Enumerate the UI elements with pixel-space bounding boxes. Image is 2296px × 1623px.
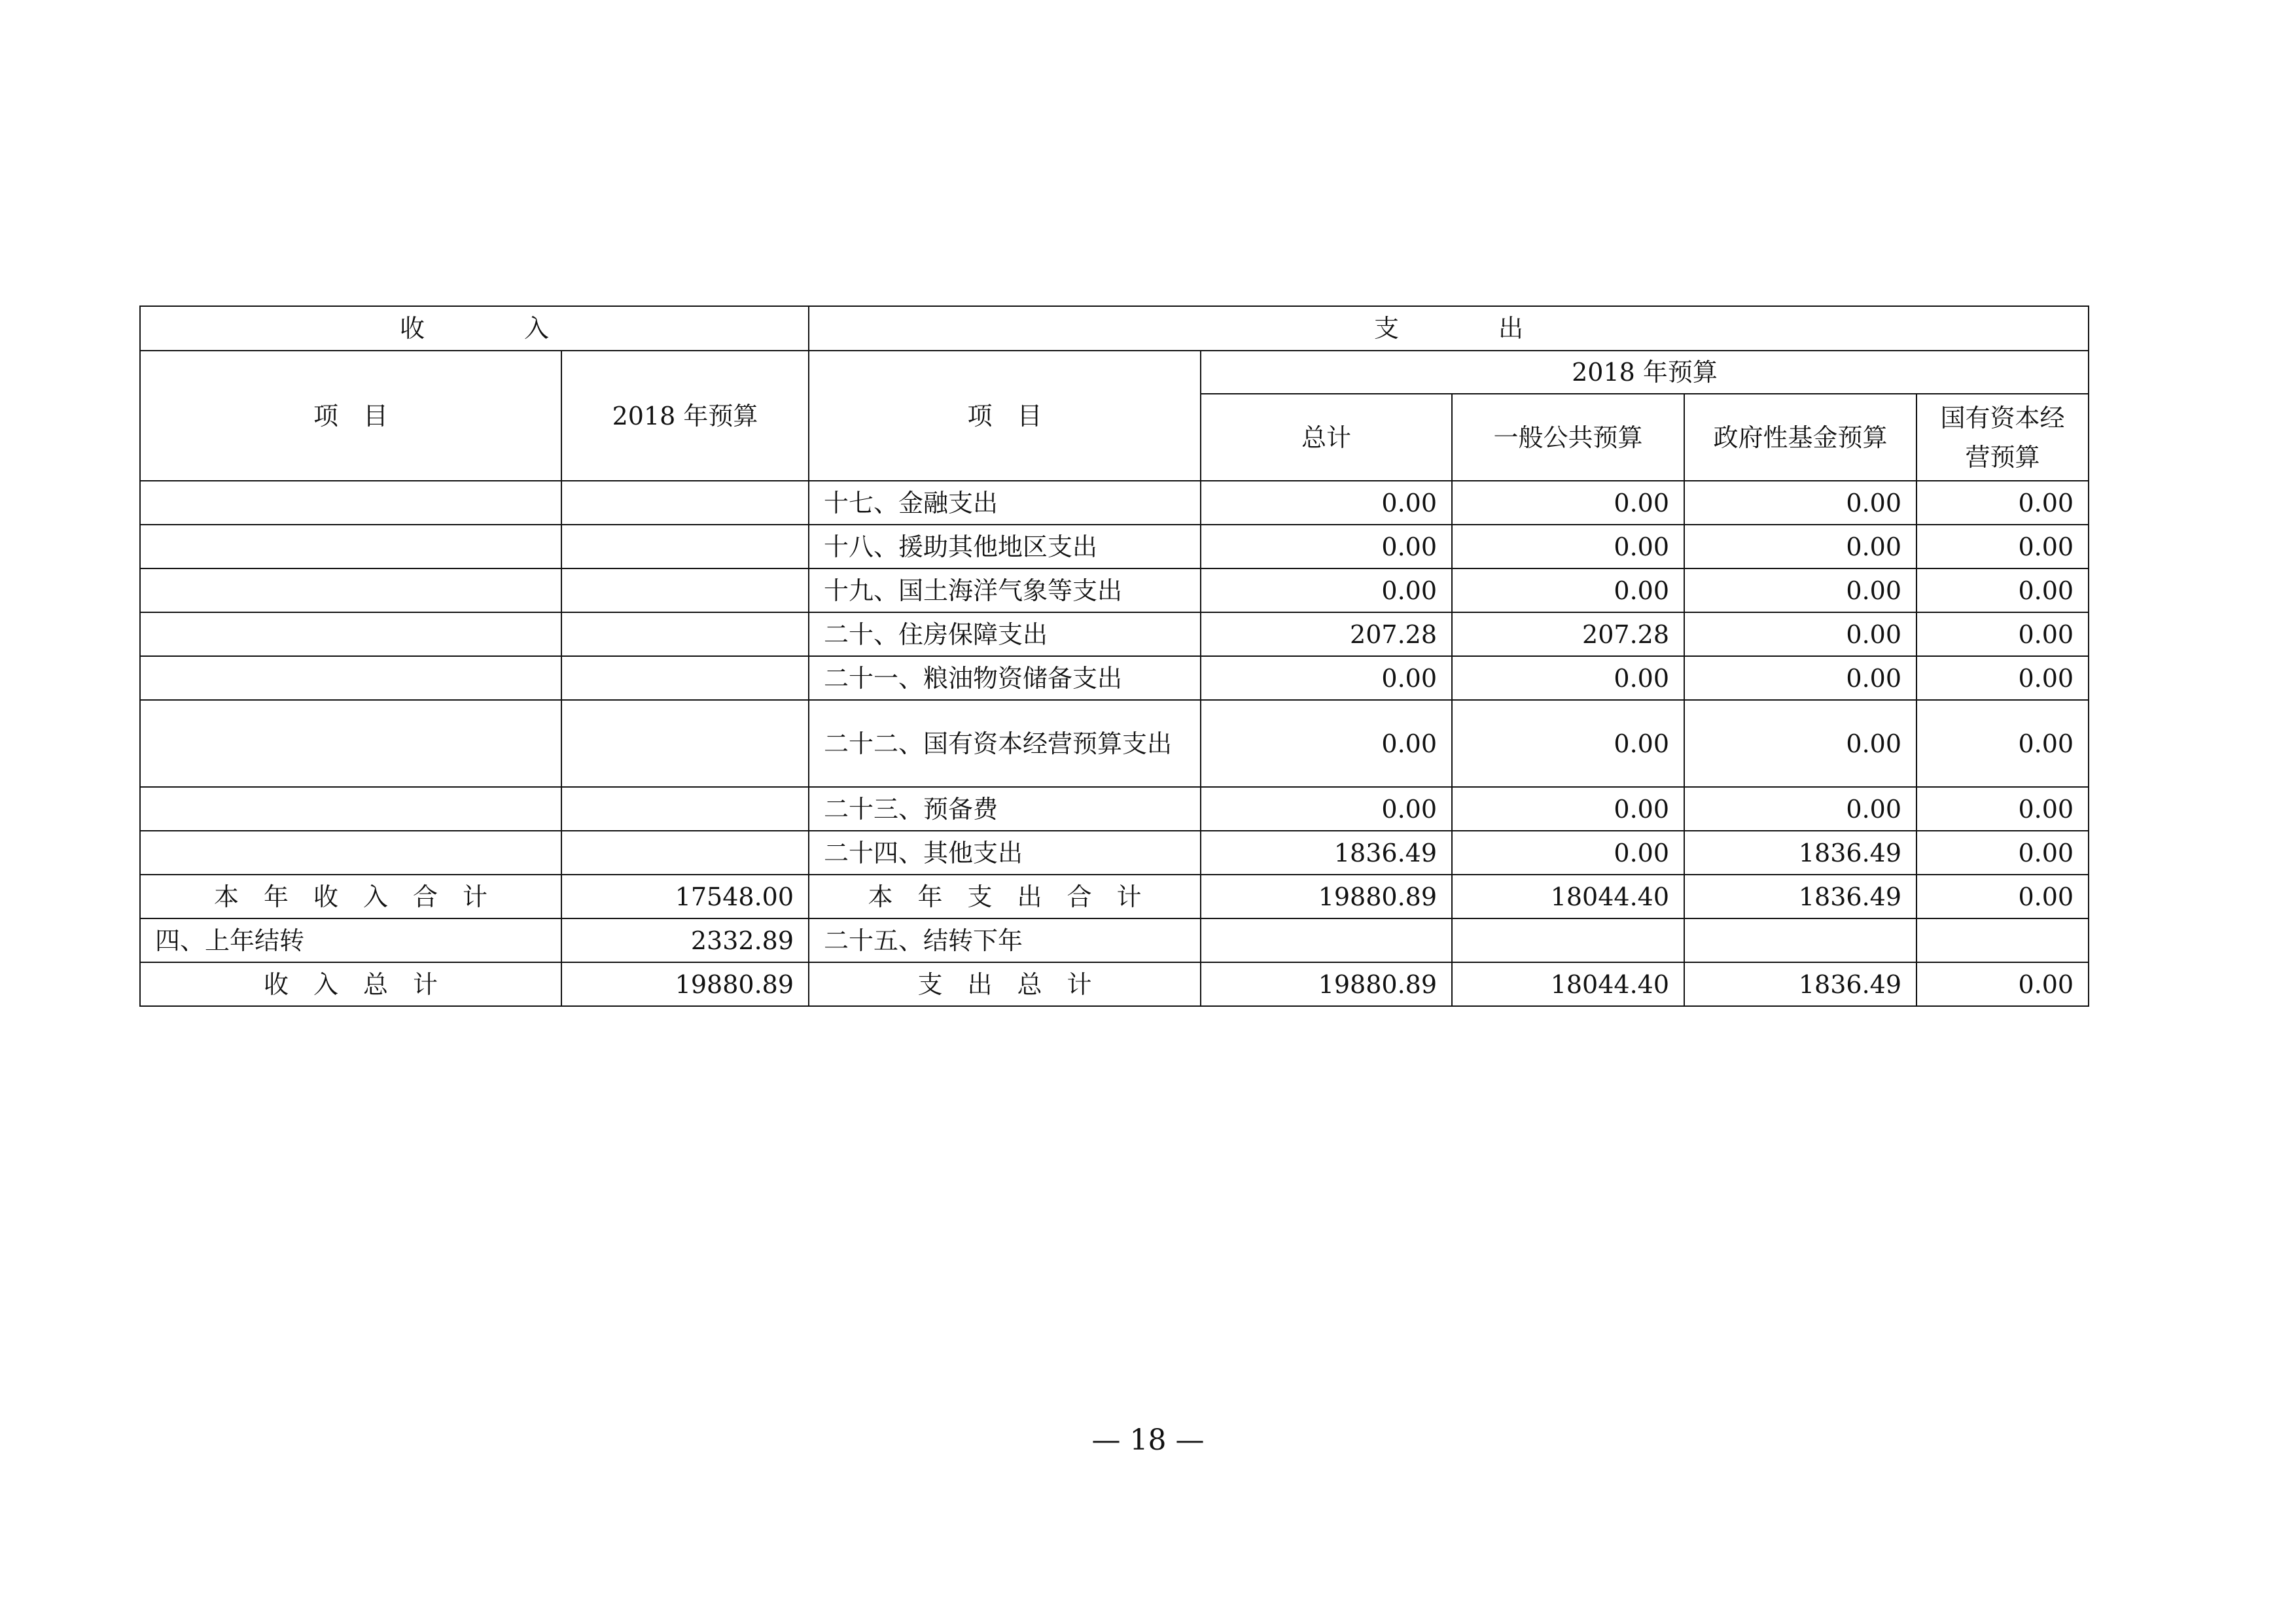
expense-item-cell: 十八、援助其他地区支出 — [809, 525, 1201, 568]
state-cell: 0.00 — [1916, 700, 2089, 787]
state-cell: 0.00 — [1916, 525, 2089, 568]
state-cell — [1916, 918, 2089, 962]
table-row — [140, 612, 2089, 656]
fund-cell: 1836.49 — [1684, 962, 1916, 1006]
expense-total-label: 支 出 总 计 — [809, 962, 1201, 1006]
general-cell: 0.00 — [1452, 568, 1684, 612]
fund-cell: 0.00 — [1684, 525, 1916, 568]
general-cell — [1452, 918, 1684, 962]
income-header: 收 入 — [140, 306, 809, 351]
total-cell: 0.00 — [1201, 481, 1452, 525]
income-item-cell — [140, 700, 561, 787]
general-cell: 0.00 — [1452, 525, 1684, 568]
subtotal-row — [140, 875, 2089, 918]
expense-header: 支 出 — [809, 306, 2089, 351]
table-row — [140, 700, 2089, 787]
income-item-cell — [140, 612, 561, 656]
expense-item-cell: 二十一、粮油物资储备支出 — [809, 656, 1201, 700]
state-cell: 0.00 — [1916, 787, 2089, 831]
expense-item-cell: 二十三、预备费 — [809, 787, 1201, 831]
income-total-label: 收 入 总 计 — [140, 962, 561, 1006]
state-cell: 0.00 — [1916, 612, 2089, 656]
general-cell: 207.28 — [1452, 612, 1684, 656]
income-item-header: 项 目 — [140, 351, 561, 481]
fund-cell: 0.00 — [1684, 787, 1916, 831]
table-row — [140, 831, 2089, 875]
general-budget-column-header: 一般公共预算 — [1452, 394, 1684, 481]
state-cell: 0.00 — [1916, 875, 2089, 918]
table-row — [140, 525, 2089, 568]
income-subtotal-value: 17548.00 — [561, 875, 809, 918]
income-value-cell — [561, 700, 809, 787]
fund-cell: 0.00 — [1684, 700, 1916, 787]
total-cell: 1836.49 — [1201, 831, 1452, 875]
expense-item-header: 项 目 — [809, 351, 1201, 481]
expense-subtotal-label: 本 年 支 出 合 计 — [809, 875, 1201, 918]
total-cell: 19880.89 — [1201, 962, 1452, 1006]
income-value-cell — [561, 525, 809, 568]
total-cell: 0.00 — [1201, 787, 1452, 831]
carryover-row — [140, 918, 2089, 962]
general-cell: 18044.40 — [1452, 875, 1684, 918]
expense-item-cell: 二十四、其他支出 — [809, 831, 1201, 875]
table-row — [140, 656, 2089, 700]
expense-item-cell: 二十二、国有资本经营预算支出 — [809, 700, 1201, 787]
page-number: — 18 — — [1091, 1423, 1205, 1457]
total-cell — [1201, 918, 1452, 962]
total-cell: 207.28 — [1201, 612, 1452, 656]
expense-item-cell: 十七、金融支出 — [809, 481, 1201, 525]
total-cell: 0.00 — [1201, 700, 1452, 787]
state-cell: 0.00 — [1916, 481, 2089, 525]
fund-cell: 0.00 — [1684, 481, 1916, 525]
income-item-cell: 四、上年结转 — [140, 918, 561, 962]
fund-cell: 1836.49 — [1684, 875, 1916, 918]
header-row-1 — [140, 306, 2089, 351]
income-value-cell: 2332.89 — [561, 918, 809, 962]
income-value-cell — [561, 568, 809, 612]
total-cell: 19880.89 — [1201, 875, 1452, 918]
fund-cell: 1836.49 — [1684, 831, 1916, 875]
state-cell: 0.00 — [1916, 568, 2089, 612]
income-subtotal-label: 本 年 收 入 合 计 — [140, 875, 561, 918]
income-item-cell — [140, 481, 561, 525]
income-budget-header: 2018 年预算 — [561, 351, 809, 481]
income-value-cell — [561, 481, 809, 525]
header-row-2 — [140, 351, 2089, 394]
income-item-cell — [140, 656, 561, 700]
fund-cell: 0.00 — [1684, 568, 1916, 612]
general-cell: 18044.40 — [1452, 962, 1684, 1006]
budget-table — [139, 305, 2089, 1007]
fund-cell — [1684, 918, 1916, 962]
general-cell: 0.00 — [1452, 787, 1684, 831]
grand-total-row — [140, 962, 2089, 1006]
table-row — [140, 481, 2089, 525]
income-total-value: 19880.89 — [561, 962, 809, 1006]
state-capital-column-header: 国有资本经营预算 — [1916, 394, 2089, 481]
general-cell: 0.00 — [1452, 656, 1684, 700]
income-value-cell — [561, 612, 809, 656]
state-cell: 0.00 — [1916, 831, 2089, 875]
expense-item-cell: 二十五、结转下年 — [809, 918, 1201, 962]
table-row — [140, 787, 2089, 831]
fund-cell: 0.00 — [1684, 656, 1916, 700]
income-value-cell — [561, 831, 809, 875]
income-value-cell — [561, 787, 809, 831]
state-cell: 0.00 — [1916, 962, 2089, 1006]
income-item-cell — [140, 525, 561, 568]
expense-budget-header: 2018 年预算 — [1201, 351, 2089, 394]
total-cell: 0.00 — [1201, 525, 1452, 568]
fund-cell: 0.00 — [1684, 612, 1916, 656]
state-cell: 0.00 — [1916, 656, 2089, 700]
fund-budget-column-header: 政府性基金预算 — [1684, 394, 1916, 481]
expense-item-cell: 十九、国土海洋气象等支出 — [809, 568, 1201, 612]
total-column-header: 总计 — [1201, 394, 1452, 481]
general-cell: 0.00 — [1452, 831, 1684, 875]
table-row — [140, 568, 2089, 612]
expense-item-cell: 二十、住房保障支出 — [809, 612, 1201, 656]
total-cell: 0.00 — [1201, 656, 1452, 700]
income-item-cell — [140, 831, 561, 875]
income-item-cell — [140, 568, 561, 612]
general-cell: 0.00 — [1452, 700, 1684, 787]
general-cell: 0.00 — [1452, 481, 1684, 525]
income-value-cell — [561, 656, 809, 700]
income-item-cell — [140, 787, 561, 831]
total-cell: 0.00 — [1201, 568, 1452, 612]
